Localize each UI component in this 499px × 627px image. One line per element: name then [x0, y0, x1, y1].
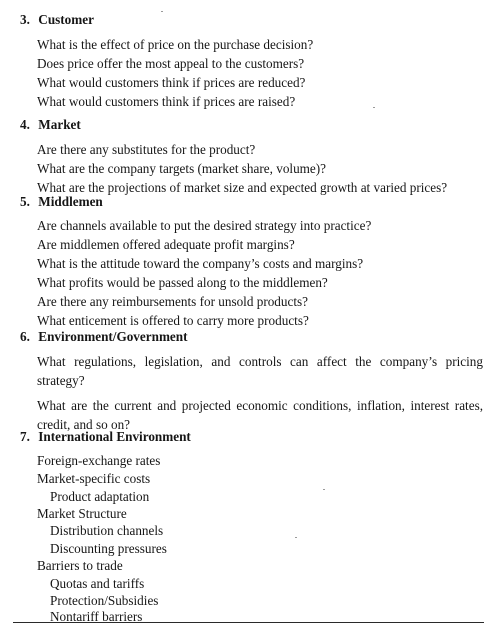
- question-item: What enticement is offered to carry more products?: [37, 313, 309, 328]
- section-title: Market: [38, 117, 81, 132]
- question-item: What are the projections of market size and expected growth at varied prices?: [37, 180, 448, 195]
- question-item: Are there any substitutes for the product?: [37, 142, 256, 157]
- section-number: 4.: [20, 117, 30, 132]
- section-heading: [20, 329, 188, 345]
- list-item: Market-specific costs: [37, 471, 151, 486]
- section-title: International Environment: [38, 429, 191, 444]
- list-subitem: Protection/Subsidies: [50, 593, 159, 608]
- scan-speck: [161, 11, 163, 12]
- scan-speck: [323, 489, 325, 490]
- list-item: Market Structure: [37, 506, 127, 521]
- scan-speck: [373, 107, 375, 108]
- question-item: What regulations, legislation, and controls can affect the company’s pricing strategy?: [37, 354, 483, 388]
- list-item: Foreign-exchange rates: [37, 453, 161, 468]
- section-title: Customer: [38, 12, 94, 27]
- list-subitem: Distribution channels: [50, 523, 164, 538]
- list-subitem: Nontariff barriers: [50, 609, 143, 624]
- question-item: What are the company targets (market share, volume)?: [37, 161, 327, 176]
- section-number: 6.: [20, 329, 30, 344]
- question-item: Are middlemen offered adequate profit margins?: [37, 237, 295, 252]
- scan-speck: [295, 537, 297, 538]
- bottom-rule: [13, 622, 484, 623]
- section-title: Environment/Government: [38, 329, 188, 344]
- section-heading: [20, 117, 81, 133]
- list-subitem: Quotas and tariffs: [50, 576, 145, 591]
- question-item: What would customers think if prices are reduced?: [37, 75, 306, 90]
- question-item: Does price offer the most appeal to the customers?: [37, 56, 305, 71]
- question-item: What are the current and projected economic conditions, inflation, interest rates, credit, and so on?: [37, 398, 483, 432]
- section-number: 3.: [20, 12, 30, 27]
- section-number: 5.: [20, 194, 30, 209]
- section-heading: [20, 12, 94, 28]
- list-subitem: Discounting pressures: [50, 541, 167, 556]
- question-item: Are there any reimbursements for unsold products?: [37, 294, 308, 309]
- section-title: Middlemen: [38, 194, 103, 209]
- section-heading: [20, 194, 103, 210]
- question-item: Are channels available to put the desired strategy into practice?: [37, 218, 372, 233]
- section-heading: [20, 429, 191, 445]
- section-number: 7.: [20, 429, 30, 444]
- question-item: What would customers think if prices are raised?: [37, 94, 296, 109]
- question-item: What profits would be passed along to the middlemen?: [37, 275, 328, 290]
- question-item: What is the attitude toward the company’s costs and margins?: [37, 256, 364, 271]
- list-subitem: Product adaptation: [50, 489, 150, 504]
- list-item: Barriers to trade: [37, 558, 123, 573]
- question-item: What is the effect of price on the purchase decision?: [37, 37, 314, 52]
